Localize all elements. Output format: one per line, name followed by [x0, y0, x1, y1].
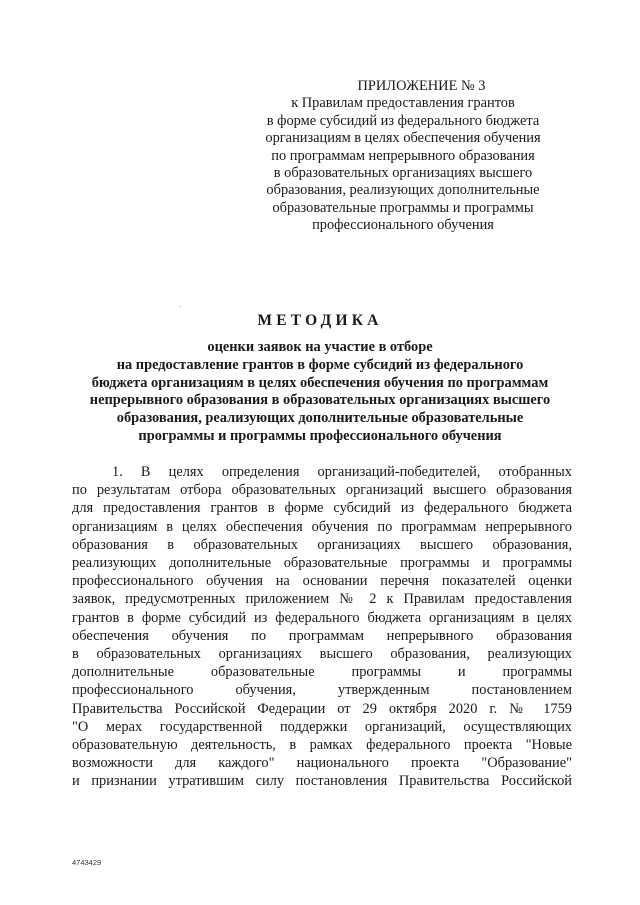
appendix-heading: ПРИЛОЖЕНИЕ № 3: [357, 78, 486, 94]
body-line: 1. В целях определения организаций-победителей, отобранных: [112, 464, 572, 480]
appendix-line: профессионального обучения: [312, 217, 494, 234]
methodology-subtitle: [60, 339, 580, 446]
subtitle-line: на предоставление грантов в форме субсидий из федерального: [116, 356, 524, 373]
appendix-line: организациям в целях обеспечения обучения: [265, 130, 541, 147]
body-line: "О мерах государственной поддержки организаций, осуществляющих: [72, 718, 572, 735]
appendix-line: в образовательных организациях высшего: [273, 165, 533, 182]
appendix-line: образования, реализующих дополнительные: [266, 182, 540, 199]
body-line: образовательную деятельность, в рамках федерального проекта "Новые: [72, 737, 572, 754]
appendix-line: образовательные программы и программы: [272, 199, 534, 216]
body-line: заявок, предусмотренных приложением № 2 к Правилам предоставления: [72, 591, 572, 608]
subtitle-line: оценки заявок на участие в отборе: [207, 339, 433, 355]
body-line: образования в образовательных организациях высшего образования,: [72, 536, 572, 553]
body-paragraph: [72, 463, 572, 791]
body-line: организациям в целях обеспечения обучения по программам непрерывного: [72, 518, 572, 535]
body-line: в образовательных организациях высшего образования, реализующих: [72, 646, 572, 663]
scan-speck: [180, 306, 181, 307]
methodology-title: МЕТОДИКА: [257, 312, 383, 329]
appendix-block: [240, 78, 566, 235]
appendix-line: по программам непрерывного образования: [271, 147, 535, 164]
body-line: возможности для каждого" национального проекта "Образование": [72, 755, 572, 772]
body-line: дополнительные образовательные программы и программы: [72, 664, 572, 681]
appendix-line: в форме субсидий из федерального бюджета: [266, 112, 540, 129]
subtitle-line: программы и программы профессионального обучения: [138, 427, 502, 444]
subtitle-line: образования, реализующих дополнительные образовательные: [116, 410, 524, 427]
body-line: Правительства Российской Федерации от 29 октября 2020 г. № 1759: [72, 700, 572, 717]
body-line: и признании утратившим силу постановления Правительства Российской: [72, 773, 572, 790]
document-id: 4743429: [72, 858, 102, 867]
body-line: реализующих дополнительные образовательные программы и программы: [72, 555, 572, 572]
body-line: профессионального обучения на основании перечня показателей оценки: [72, 573, 572, 590]
body-line: грантов в форме субсидий из федерального бюджета организациям в целях: [72, 609, 572, 626]
body-line: для предоставления грантов в форме субсидий из федерального бюджета: [72, 500, 572, 517]
subtitle-line: непрерывного образования в образовательных организациях высшего: [89, 392, 551, 409]
body-line: профессионального обучения, утвержденным постановлением: [72, 682, 572, 699]
appendix-line: к Правилам предоставления грантов: [291, 95, 515, 112]
body-line: по результатам отбора образовательных организаций высшего образования: [72, 482, 572, 499]
body-line: обеспечения обучения по программам непрерывного образования: [72, 627, 572, 644]
subtitle-line: бюджета организациям в целях обеспечения обучения по программам: [91, 374, 549, 391]
